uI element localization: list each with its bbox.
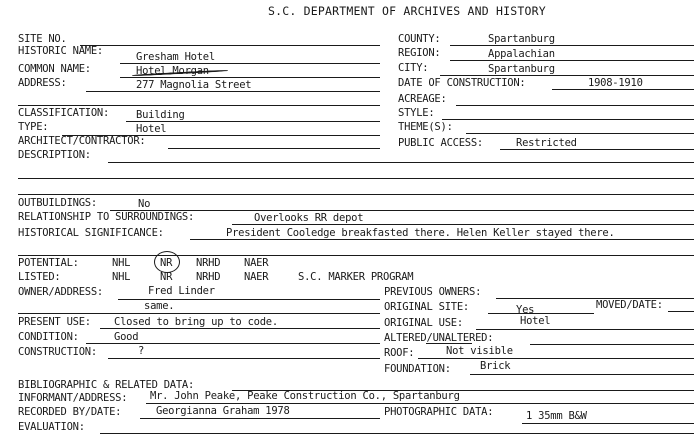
address-line [86,91,380,92]
region-label: REGION: [398,47,441,59]
public-access-value: Restricted [516,137,577,149]
significance-label: HISTORICAL SIGNIFICANCE: [18,227,164,239]
classification-line [126,121,380,122]
foundation-label: FOUNDATION: [384,363,451,375]
nr-circle-mark [154,251,180,273]
recorded-label: RECORDED BY/DATE: [18,406,122,418]
present-use-label: PRESENT USE: [18,316,91,328]
informant-label: INFORMANT/ADDRESS: [18,392,128,404]
public-access-line [500,149,694,150]
original-use-label: ORIGINAL USE: [384,317,463,329]
architect-label: ARCHITECT/CONTRACTOR: [18,135,146,147]
altered-line [530,344,694,345]
region-line [450,60,694,61]
evaluation-label: EVALUATION: [18,421,85,433]
county-line [450,45,694,46]
owner-address-value: same. [144,300,175,312]
potential-nr: NR [160,257,173,269]
informant-value: Mr. John Peake, Peake Construction Co., Spartanburg [150,390,460,402]
region-value: Appalachian [488,48,555,60]
historic-name-label: HISTORIC NAME: [18,45,104,57]
construction-value: ? [138,345,145,357]
moved-date-label: MOVED/DATE: [596,299,663,311]
foundation-line [470,374,694,375]
potential-nhl: NHL [112,257,131,269]
common-name-value: Hotel Morgan [136,65,209,77]
potential-label: POTENTIAL: [18,257,79,269]
type-value: Hotel [136,123,167,135]
recorded-line [140,418,380,419]
description-label: DESCRIPTION: [18,149,91,161]
style-label: STYLE: [398,107,435,119]
type-label: TYPE: [18,121,49,133]
marker-program: S.C. MARKER PROGRAM [298,271,414,283]
roof-value: Not visible [446,345,513,357]
site-no-label: SITE NO. [18,33,67,45]
original-use-line [476,329,694,330]
acreage-line [456,105,694,106]
original-site-label: ORIGINAL SITE: [384,301,470,313]
condition-value: Good [114,331,139,343]
relationship-label: RELATIONSHIP TO SURROUNDINGS: [18,211,195,223]
photo-label: PHOTOGRAPHIC DATA: [384,406,494,418]
public-access-label: PUBLIC ACCESS: [398,137,484,149]
city-value: Spartanburg [488,63,555,75]
classification-value: Building [136,109,185,121]
original-use-value: Hotel [520,315,551,327]
bibliography-label: BIBLIOGRAPHIC & RELATED DATA: [18,379,195,391]
roof-label: ROOF: [384,347,415,359]
listed-nr: NR [160,271,173,283]
potential-nrhd: NRHD [196,257,221,269]
unaltered-underline [426,343,472,344]
condition-line [86,343,380,344]
listed-naer: NAER [244,271,269,283]
photo-value: 1 35mm B&W [526,410,587,422]
architect-line [168,148,380,149]
foundation-value: Brick [480,360,511,372]
outbuildings-label: OUTBUILDINGS: [18,197,97,209]
description-line-3 [18,194,694,195]
description-line-2 [18,178,694,179]
recorded-value: Georgianna Graham 1978 [156,405,290,417]
description-line-1 [108,162,694,163]
altered-label: ALTERED/UNALTERED: [384,332,494,344]
date-line [552,89,694,90]
significance-line-2 [18,255,694,256]
form-title: S.C. DEPARTMENT OF ARCHIVES AND HISTORY [268,4,546,18]
potential-naer: NAER [244,257,269,269]
county-value: Spartanburg [488,33,555,45]
blank-line-1 [18,105,380,106]
common-name-line [120,77,380,78]
historic-name-line [120,63,380,64]
relationship-line [232,224,694,225]
present-use-line [100,328,380,329]
construction-label: CONSTRUCTION: [18,346,97,358]
roof-line [418,358,694,359]
historic-name-value: Gresham Hotel [136,51,215,63]
moved-date-line [668,311,694,312]
original-site-value: Yes [516,304,535,316]
significance-line [190,239,694,240]
relationship-value: Overlooks RR depot [254,212,364,224]
theme-label: THEME(S): [398,121,453,133]
acreage-label: ACREAGE: [398,93,447,105]
site-no-line [80,45,380,46]
common-name-label: COMMON NAME: [18,63,91,75]
listed-nrhd: NRHD [196,271,221,283]
owner-value: Fred Linder [148,285,215,297]
listed-label: LISTED: [18,271,61,283]
owner-line-2 [18,313,380,314]
county-label: COUNTY: [398,33,441,45]
theme-line [466,133,694,134]
city-label: CITY: [398,62,429,74]
condition-label: CONDITION: [18,331,79,343]
construction-line [108,358,380,359]
style-line [442,119,694,120]
previous-owners-line [496,298,694,299]
informant-line [146,403,694,404]
significance-value: President Cooledge breakfasted there. Helen Keller stayed there. [226,227,615,239]
date-value: 1908-1910 [588,77,643,89]
original-site-line [488,313,594,314]
previous-owners-label: PREVIOUS OWNERS: [384,286,482,298]
listed-nhl: NHL [112,271,131,283]
city-line [440,75,694,76]
photo-line [522,423,694,424]
address-value: 277 Magnolia Street [136,79,252,91]
date-label: DATE OF CONSTRUCTION: [398,77,526,89]
classification-label: CLASSIFICATION: [18,107,110,119]
present-use-value: Closed to bring up to code. [114,316,278,328]
outbuildings-line [110,210,694,211]
owner-label: OWNER/ADDRESS: [18,286,104,298]
evaluation-line [100,433,694,434]
outbuildings-value: No [138,198,151,210]
address-label: ADDRESS: [18,77,67,89]
